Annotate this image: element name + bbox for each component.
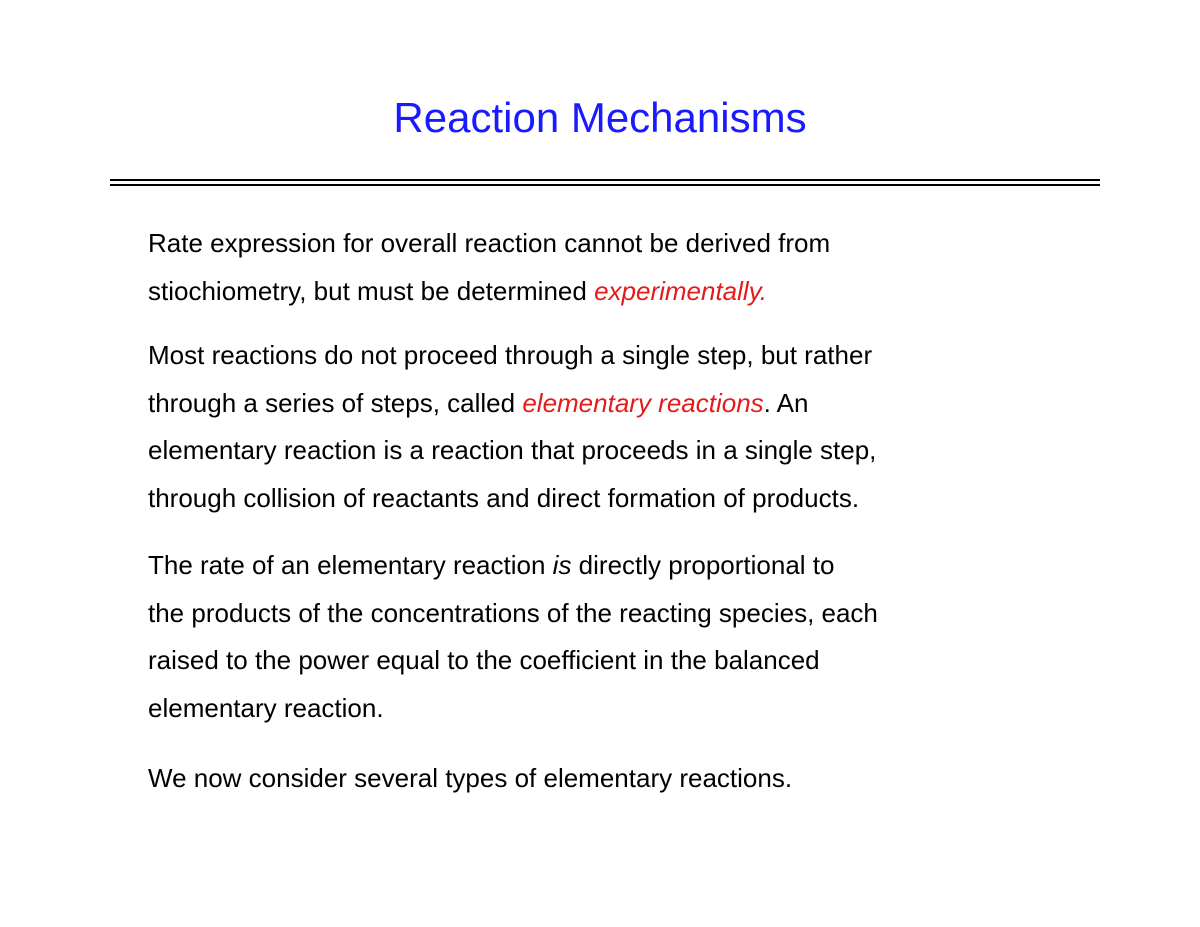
text-line: the products of the concentrations of the reacting species, each	[148, 597, 878, 628]
title-divider-top	[110, 179, 1100, 181]
text-segment: through a series of steps, called	[148, 387, 523, 418]
text-line	[148, 268, 1048, 316]
title-divider-bottom	[110, 184, 1100, 186]
emphasis-period: .	[759, 275, 767, 306]
text-segment: The rate of an elementary reaction	[148, 550, 553, 580]
text-line: elementary reaction.	[148, 692, 384, 723]
text-segment: directly proportional to	[571, 550, 835, 580]
paragraph-rate-law	[148, 542, 1048, 732]
paragraph-rate-expression	[148, 220, 1048, 315]
text-segment: . An	[763, 387, 809, 418]
text-line: through collision of reactants and direct formation of products.	[148, 482, 860, 513]
text-line: raised to the power equal to the coefficient in the balanced	[148, 645, 820, 675]
paragraph-elementary-reactions	[148, 332, 1048, 522]
emphasis-is: is	[552, 550, 572, 580]
paragraph-next-topic	[148, 755, 1048, 803]
emphasis-elementary-reactions: elementary reactions	[522, 387, 764, 418]
emphasis-experimentally: experimentally	[594, 275, 760, 306]
slide-title: Reaction Mechanisms	[393, 94, 807, 141]
text-line: elementary reaction is a reaction that proceeds in a single step,	[148, 435, 877, 465]
text-line	[148, 542, 1048, 590]
text-line: Most reactions do not proceed through a single step, but rather	[148, 340, 873, 370]
text-line: Rate expression for overall reaction cannot be derived from	[148, 228, 831, 258]
text-line	[148, 380, 1048, 428]
text-line: We now consider several types of elementary reactions.	[148, 763, 793, 793]
text-segment: stiochiometry, but must be determined	[148, 275, 595, 306]
